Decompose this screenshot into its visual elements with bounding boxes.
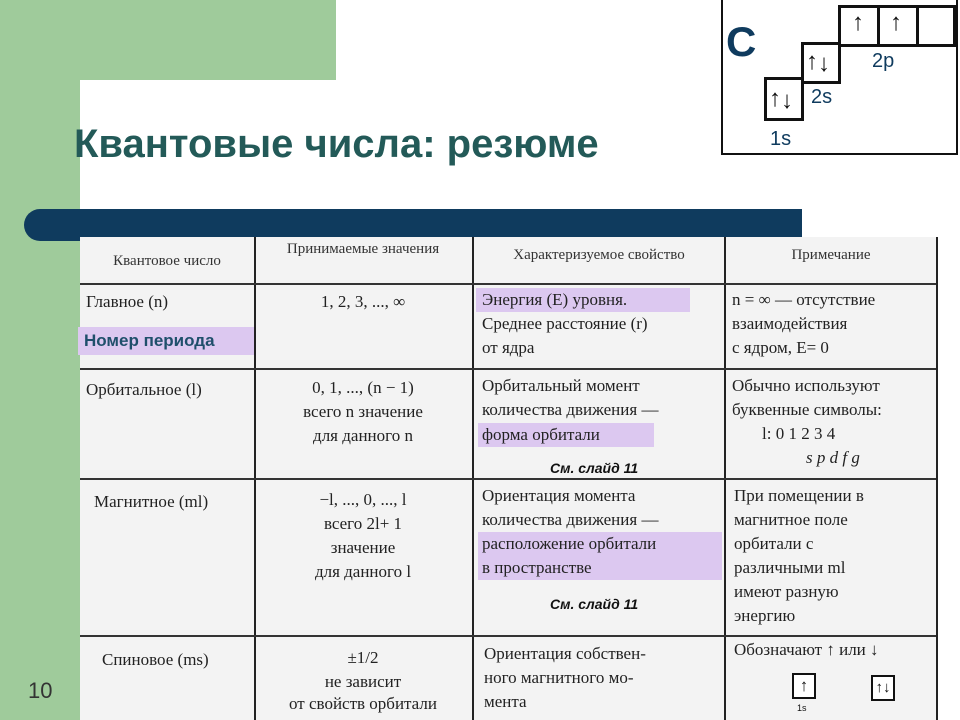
- spin-down-arrow: ↓: [818, 50, 830, 77]
- row-magnetic-values: значение: [330, 538, 396, 557]
- row-principal-property: от ядра: [482, 338, 535, 357]
- label-1s: 1s: [770, 128, 792, 150]
- row-magnetic-values: для данного l: [314, 562, 412, 581]
- row-magnetic-values: −l, ..., 0, ..., l: [319, 490, 407, 509]
- see-slide-note: См. слайд 11: [550, 596, 639, 612]
- row-spin-values: от свойств орбитали: [289, 694, 437, 713]
- row-orbital-values: 0, 1, ..., (n − 1): [312, 378, 414, 397]
- row-spin-property: мента: [484, 692, 527, 711]
- row-divider: [80, 478, 936, 480]
- spin-up-arrow: ↑: [890, 9, 902, 36]
- row-spin-values: ±1/2: [347, 648, 379, 667]
- row-orbital-note: Обычно используют: [732, 376, 880, 395]
- row-spin-note: Обозначают ↑ или ↓: [734, 640, 879, 659]
- row-magnetic-values: всего 2l+ 1: [323, 514, 403, 533]
- row-orbital-property: количества движения —: [482, 400, 659, 419]
- page-title: Квантовые числа: резюме: [74, 122, 599, 166]
- column-divider: [936, 237, 938, 720]
- green-strip-left: [0, 0, 80, 720]
- row-magnetic-property: расположение орбитали: [482, 534, 657, 553]
- label-2p: 2p: [872, 50, 895, 72]
- row-principal-property: Энергия (E) уровня.: [482, 290, 628, 309]
- row-magnetic-note: орбитали с: [734, 534, 814, 553]
- row-orbital-property: Орбитальный момент: [482, 376, 640, 395]
- spin-down-arrow: ↓: [781, 87, 793, 114]
- row-principal-note: с ядром, E= 0: [732, 338, 829, 357]
- slide-number: 10: [28, 678, 53, 703]
- row-principal-note: взаимодействия: [732, 314, 848, 333]
- header-values: Принимаемые значения: [286, 241, 440, 257]
- row-spin-name: Спиновое (ms): [102, 650, 209, 669]
- spin-up-arrow: ↑: [806, 48, 818, 75]
- row-principal-name: Главное (n): [86, 292, 169, 311]
- row-spin-values: не зависит: [324, 672, 402, 691]
- spin-box-label: 1s: [797, 703, 807, 713]
- spin-up-arrow: ↑: [769, 85, 781, 112]
- row-divider: [80, 368, 936, 370]
- period-number-label: Номер периода: [78, 327, 254, 355]
- row-spin-property: Ориентация собствен-: [484, 644, 646, 663]
- row-principal-note: n = ∞ — отсутствие: [732, 290, 876, 309]
- orbital-2p-cell-3: [916, 5, 956, 47]
- row-magnetic-note: различными ml: [734, 558, 846, 577]
- label-2s: 2s: [811, 86, 833, 108]
- row-orbital-name: Орбитальное (l): [86, 380, 202, 399]
- see-slide-note: См. слайд 11: [550, 460, 639, 476]
- row-divider: [80, 283, 936, 285]
- header-quantum-number: Квантовое число: [113, 253, 221, 269]
- row-orbital-note: l: 0 1 2 3 4: [762, 424, 836, 443]
- spin-up-box: ↑: [792, 673, 816, 699]
- row-orbital-note: буквенные символы:: [732, 400, 882, 419]
- row-magnetic-note: энергию: [734, 606, 796, 625]
- row-magnetic-note: магнитное поле: [734, 510, 848, 529]
- row-magnetic-note: При помещении в: [734, 486, 864, 505]
- row-principal-property: Среднее расстояние (r): [482, 314, 648, 333]
- header-note: Примечание: [791, 247, 871, 263]
- row-magnetic-note: имеют разную: [734, 582, 839, 601]
- row-magnetic-property: Ориентация момента: [482, 486, 636, 505]
- row-magnetic-name: Магнитное (ml): [94, 492, 209, 511]
- row-orbital-property: форма орбитали: [482, 425, 600, 444]
- spin-up-arrow: ↑: [852, 9, 864, 36]
- row-divider: [80, 635, 936, 637]
- row-orbital-note: s p d f g: [806, 448, 860, 467]
- header-property: Характеризуемое свойство: [513, 247, 685, 263]
- row-magnetic-property: в пространстве: [482, 558, 592, 577]
- spin-pair-box: ↑↓: [871, 675, 895, 701]
- row-spin-property: ного магнитного мо-: [484, 668, 634, 687]
- row-orbital-values: всего n значение: [303, 402, 423, 421]
- element-symbol: C: [726, 18, 757, 65]
- row-orbital-values: для данного n: [313, 426, 413, 445]
- row-magnetic-property: количества движения —: [482, 510, 659, 529]
- row-principal-values: 1, 2, 3, ..., ∞: [320, 292, 406, 311]
